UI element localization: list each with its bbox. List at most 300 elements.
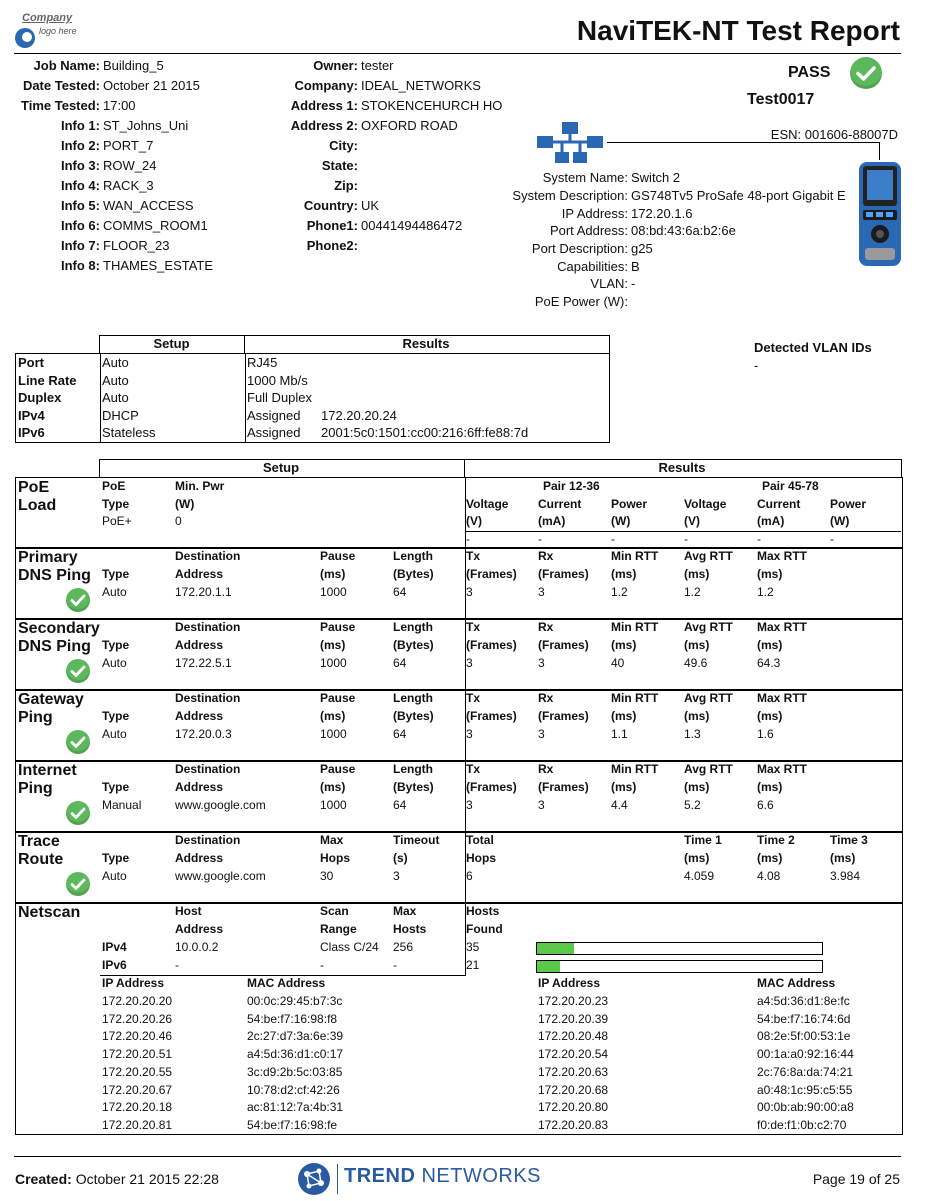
link-row-label: Line Rate xyxy=(18,372,77,388)
ping-rx: 3 xyxy=(538,656,545,670)
ping-h-len-2: (Bytes) xyxy=(393,567,434,581)
info-label: Info 3: xyxy=(61,158,100,174)
ping-h-avg-1: Avg RTT xyxy=(684,762,733,776)
tester-device-icon xyxy=(857,160,903,268)
info-row xyxy=(258,236,502,256)
poe-col-value: - xyxy=(830,532,834,546)
ping-name-1: Primary xyxy=(18,549,78,566)
info-row xyxy=(14,95,213,115)
host-ip-right: 172.20.20.83 xyxy=(538,1117,609,1132)
ping-h-max-1: Max RTT xyxy=(757,762,808,776)
trace-h-t3-ms: (ms) xyxy=(830,851,856,865)
ping-h-type: Type xyxy=(102,709,130,723)
link-row-label: IPv6 xyxy=(18,425,45,441)
ping-h-min-1: Min RTT xyxy=(611,620,659,634)
poe-col-h1: Power xyxy=(611,497,648,511)
info-value xyxy=(361,135,502,155)
ping-h-min-1: Min RTT xyxy=(611,691,659,705)
ping-h-dest-1: Destination xyxy=(175,762,241,776)
info-value: tester xyxy=(361,57,394,73)
info-label: Info 6: xyxy=(61,218,100,234)
netscan-h-mac-right: MAC Address xyxy=(757,976,836,990)
ping-name-2: Ping xyxy=(18,780,53,797)
ping-dest: 172.20.1.1 xyxy=(175,585,232,599)
host-mac-right: a4:5d:36:d1:8e:fc xyxy=(757,994,850,1008)
netscan-h-ip-left: IP Address xyxy=(102,976,165,990)
netscan-h-mac-left: MAC Address xyxy=(247,976,326,990)
ping-dest: www.google.com xyxy=(175,798,266,812)
footer-created xyxy=(15,1171,219,1188)
host-mac-left: 00:0c:29:45:b7:3c xyxy=(247,994,343,1008)
info-label: Time Tested: xyxy=(21,97,100,113)
info-value: IDEAL_NETWORKS xyxy=(361,77,481,93)
ping-avg: 5.2 xyxy=(684,798,701,812)
trace-dest: www.google.com xyxy=(175,869,266,883)
netscan-h-max2: Hosts xyxy=(393,922,427,936)
poe-minpwr: 0 xyxy=(175,514,182,528)
trace-h-t3: Time 3 xyxy=(830,833,868,847)
ping-h-tx-1: Tx xyxy=(466,549,481,563)
info-label: Address 1: xyxy=(290,97,358,113)
footer-created-label: Created: xyxy=(15,1171,72,1187)
ping-section xyxy=(15,618,903,691)
info-value: 00441494486472 xyxy=(361,218,463,234)
info-value: PORT_7 xyxy=(103,137,154,153)
info-row xyxy=(14,115,213,135)
ping-len: 64 xyxy=(393,656,407,670)
ping-name-2: Ping xyxy=(18,709,53,726)
trace-h-tot1: Total xyxy=(466,833,494,847)
info-label: Address 2: xyxy=(290,117,358,133)
ping-type: Auto xyxy=(102,656,127,670)
host-mac-left: 3c:d9:2b:5c:03:85 xyxy=(247,1064,343,1079)
link-row-extra: 2001:5c0:1501:cc00:216:6ff:fe88:7d xyxy=(321,425,529,441)
trace-section xyxy=(15,831,903,904)
info-row xyxy=(14,55,213,75)
host-mac-right: a0:48:1c:95:c5:55 xyxy=(757,1082,853,1097)
poe-col-value: - xyxy=(466,532,470,546)
link-row-setup: Auto xyxy=(102,355,129,370)
trace-name-1: Trace xyxy=(18,833,60,850)
info-row xyxy=(258,135,502,155)
ping-dest: 172.20.0.3 xyxy=(175,727,232,741)
ping-type: Auto xyxy=(102,727,127,741)
switch-label: Port Description: xyxy=(531,241,628,257)
info-label: Info 2: xyxy=(61,137,100,153)
netscan-max: - xyxy=(393,958,397,972)
ping-h-pause-1: Pause xyxy=(320,762,356,776)
ping-h-min-2: (ms) xyxy=(611,709,637,723)
switch-value: 172.20.1.6 xyxy=(631,205,693,221)
ping-h-avg-2: (ms) xyxy=(684,638,710,652)
ping-h-tx-1: Tx xyxy=(466,762,481,776)
netscan-found-bar-fill xyxy=(537,961,560,972)
poe-col-h2: (W) xyxy=(830,514,850,528)
netscan-max: 256 xyxy=(393,940,414,954)
ping-avg: 1.2 xyxy=(684,585,701,599)
ping-h-type: Type xyxy=(102,638,130,652)
info-label: Info 8: xyxy=(61,258,100,274)
info-row xyxy=(258,196,502,216)
host-ip-right: 172.20.20.80 xyxy=(538,1100,609,1115)
info-row xyxy=(14,236,213,256)
netscan-range: Class C/24 xyxy=(320,940,379,954)
trace-name-2: Route xyxy=(18,851,64,868)
ping-tx: 3 xyxy=(466,585,473,599)
info-label: Info 7: xyxy=(61,238,100,254)
trace-check-icon xyxy=(66,872,90,896)
ping-section xyxy=(15,760,903,833)
netscan-host: 10.0.0.2 xyxy=(175,940,219,954)
host-ip-right: 172.20.20.63 xyxy=(538,1064,609,1079)
ping-h-max-2: (ms) xyxy=(757,567,783,581)
link-row-setup: DHCP xyxy=(102,407,139,423)
info-label: State: xyxy=(321,158,358,174)
link-row-extra: 172.20.20.24 xyxy=(321,407,397,423)
poe-h-type: Type xyxy=(102,497,130,511)
info-label: Info 5: xyxy=(61,198,100,214)
trace-h-to2: (s) xyxy=(393,851,408,865)
info-value: THAMES_ESTATE xyxy=(103,258,214,274)
poe-col-value: - xyxy=(757,532,761,546)
link-row-setup: Auto xyxy=(102,372,129,388)
info-label: Phone1: xyxy=(306,218,358,234)
switch-row xyxy=(470,187,846,205)
main-results-title: Results xyxy=(658,460,706,475)
poe-col-value: - xyxy=(611,532,615,546)
report-title: NaviTEK-NT Test Report xyxy=(576,15,900,46)
info-label: Owner: xyxy=(313,57,358,73)
ping-h-len-1: Length xyxy=(393,691,433,705)
host-ip-left: 172.20.20.26 xyxy=(102,1011,173,1026)
trace-timeout: 3 xyxy=(393,869,400,883)
switch-row xyxy=(470,275,846,293)
info-left-block xyxy=(14,55,213,276)
link-col-divider-2 xyxy=(245,354,246,442)
ping-name-1: Secondary xyxy=(18,620,100,637)
ping-len: 64 xyxy=(393,727,407,741)
ping-min: 4.4 xyxy=(611,798,628,812)
ping-h-pause-2: (ms) xyxy=(320,780,346,794)
info-value: Building_5 xyxy=(103,57,164,73)
netscan-h-host2: Address xyxy=(175,922,224,936)
poe-col-h2: (W) xyxy=(611,514,631,528)
switch-row xyxy=(470,222,846,240)
info-row xyxy=(258,115,502,135)
switch-value: 08:bd:43:6a:b2:6e xyxy=(631,223,736,239)
host-ip-left: 172.20.20.46 xyxy=(102,1029,173,1044)
ping-h-min-2: (ms) xyxy=(611,567,637,581)
trace-t1: 4.059 xyxy=(684,869,715,883)
netscan-range: - xyxy=(320,958,324,972)
connector-drop xyxy=(879,142,880,160)
info-row xyxy=(258,95,502,115)
link-row-label: Port xyxy=(18,355,44,370)
info-value: UK xyxy=(361,198,380,214)
info-row xyxy=(14,75,213,95)
ping-h-max-2: (ms) xyxy=(757,638,783,652)
esn: ESN: 001606-88007D xyxy=(770,127,898,142)
ping-name-2: DNS Ping xyxy=(18,567,91,584)
ping-h-max-1: Max RTT xyxy=(757,549,808,563)
poe-col-h1: Current xyxy=(538,497,582,511)
trace-t2: 4.08 xyxy=(757,869,781,883)
netscan-h-max1: Max xyxy=(393,904,417,918)
info-row xyxy=(258,176,502,196)
netscan-section xyxy=(15,902,903,1135)
ping-h-pause-1: Pause xyxy=(320,691,356,705)
ping-h-avg-2: (ms) xyxy=(684,709,710,723)
switch-value: Switch 2 xyxy=(631,170,681,186)
switch-row xyxy=(470,169,846,187)
switch-value: GS748Tv5 ProSafe 48-port Gigabit E xyxy=(631,188,846,204)
ping-h-avg-1: Avg RTT xyxy=(684,620,733,634)
ping-h-len-1: Length xyxy=(393,549,433,563)
poe-pair2: Pair 45-78 xyxy=(762,479,819,493)
switch-value: B xyxy=(631,258,640,274)
host-mac-right: 00:0b:ab:90:00:a8 xyxy=(757,1100,854,1115)
network-switch-icon xyxy=(535,120,607,166)
trace-h-type: Type xyxy=(102,851,130,865)
ping-min: 1.2 xyxy=(611,585,628,599)
info-row xyxy=(14,256,213,276)
ping-h-tx-1: Tx xyxy=(466,620,481,634)
host-mac-right: 00:1a:a0:92:16:44 xyxy=(757,1047,854,1062)
link-row-result: Assigned xyxy=(247,407,301,423)
link-row-label: IPv4 xyxy=(18,407,45,423)
info-value: ST_Johns_Uni xyxy=(103,117,189,133)
vlan-title: Detected VLAN IDs xyxy=(754,340,872,355)
ping-rx: 3 xyxy=(538,727,545,741)
netscan-h-found2: Found xyxy=(466,922,503,936)
switch-info-block xyxy=(470,169,846,311)
host-ip-left: 172.20.20.51 xyxy=(102,1047,173,1062)
ping-h-tx-2: (Frames) xyxy=(466,638,517,652)
ping-h-dest-2: Address xyxy=(175,567,224,581)
ping-h-pause-2: (ms) xyxy=(320,709,346,723)
info-value: OXFORD ROAD xyxy=(361,117,458,133)
ping-h-min-2: (ms) xyxy=(611,638,637,652)
ping-h-avg-2: (ms) xyxy=(684,780,710,794)
host-mac-right: f0:de:f1:0b:c2:70 xyxy=(757,1117,847,1132)
ping-tx: 3 xyxy=(466,656,473,670)
link-results-title: Results xyxy=(402,336,450,351)
ping-h-avg-2: (ms) xyxy=(684,567,710,581)
info-row xyxy=(14,216,213,236)
poe-col-value: - xyxy=(538,532,542,546)
ping-h-rx-1: Rx xyxy=(538,620,554,634)
ping-h-dest-1: Destination xyxy=(175,549,241,563)
ping-h-max-2: (ms) xyxy=(757,709,783,723)
link-row-result: Full Duplex xyxy=(247,390,313,406)
info-value: FLOOR_23 xyxy=(103,238,170,254)
poe-col-h1: Voltage xyxy=(684,497,727,511)
info-value: 17:00 xyxy=(103,97,136,113)
info-value: STOKENCEHURCH HO xyxy=(361,97,503,113)
info-label: Country: xyxy=(303,198,358,214)
ping-h-pause-1: Pause xyxy=(320,620,356,634)
ping-h-len-2: (Bytes) xyxy=(393,638,434,652)
poe-col-h1: Current xyxy=(757,497,801,511)
ping-max: 1.6 xyxy=(757,727,774,741)
switch-row xyxy=(470,293,846,311)
ping-h-pause-1: Pause xyxy=(320,549,356,563)
host-ip-left: 172.20.20.18 xyxy=(102,1100,173,1115)
host-mac-left: 54:be:f7:16:98:f8 xyxy=(247,1011,338,1026)
pass-check-icon xyxy=(850,57,882,89)
company-logo xyxy=(14,12,84,50)
netscan-h-scan2: Range xyxy=(320,922,357,936)
ping-h-rx-2: (Frames) xyxy=(538,709,589,723)
netscan-found-bar xyxy=(536,942,823,955)
switch-label: IP Address: xyxy=(561,205,628,221)
switch-label: System Name: xyxy=(542,170,628,186)
host-ip-left: 172.20.20.55 xyxy=(102,1064,173,1079)
link-table-box xyxy=(15,353,610,443)
info-row xyxy=(14,135,213,155)
info-value: COMMS_ROOM1 xyxy=(103,218,208,234)
trace-max: 30 xyxy=(320,869,334,883)
poe-h-minpwr: Min. Pwr xyxy=(175,479,225,493)
switch-label: PoE Power (W): xyxy=(534,294,628,310)
info-label: Info 4: xyxy=(61,178,100,194)
logo-line1: Company xyxy=(22,12,73,24)
logo-line2: logo here xyxy=(39,26,77,36)
ping-min: 40 xyxy=(611,656,625,670)
switch-value: g25 xyxy=(631,241,653,257)
trace-h-t2-ms: (ms) xyxy=(757,851,783,865)
ping-pause: 1000 xyxy=(320,798,347,812)
info-row xyxy=(14,176,213,196)
host-mac-left: 10:78:d2:cf:42:26 xyxy=(247,1082,340,1097)
switch-value: - xyxy=(631,276,636,292)
ping-pause: 1000 xyxy=(320,656,347,670)
ping-check-icon xyxy=(66,659,90,683)
ping-h-avg-1: Avg RTT xyxy=(684,691,733,705)
ping-pause: 1000 xyxy=(320,727,347,741)
ping-h-len-1: Length xyxy=(393,620,433,634)
host-ip-right: 172.20.20.39 xyxy=(538,1011,609,1026)
ping-max: 6.6 xyxy=(757,798,774,812)
logo-arc-icon xyxy=(22,32,32,42)
footer-rule xyxy=(14,1156,901,1157)
trace-h-max2: Hops xyxy=(320,851,350,865)
poe-col-h2: (mA) xyxy=(757,514,785,528)
ping-h-dest-2: Address xyxy=(175,709,224,723)
ping-name-1: Gateway xyxy=(18,691,84,708)
poe-name-2: Load xyxy=(18,497,57,514)
trace-h-dest2: Address xyxy=(175,851,224,865)
ping-section xyxy=(15,689,903,762)
host-ip-right: 172.20.20.68 xyxy=(538,1082,609,1097)
info-label: Company: xyxy=(294,77,358,93)
switch-label: Capabilities: xyxy=(557,258,628,274)
ping-tx: 3 xyxy=(466,798,473,812)
host-ip-left: 172.20.20.81 xyxy=(102,1117,173,1132)
host-mac-left: a4:5d:36:d1:c0:17 xyxy=(247,1047,344,1062)
info-value: RACK_3 xyxy=(103,178,154,194)
ping-h-avg-1: Avg RTT xyxy=(684,549,733,563)
ping-h-rx-1: Rx xyxy=(538,549,554,563)
footer-page: Page 19 of 25 xyxy=(812,1171,900,1187)
netscan-row-label: IPv4 xyxy=(102,940,127,954)
ping-h-rx-1: Rx xyxy=(538,691,554,705)
ping-h-type: Type xyxy=(102,567,130,581)
ping-h-rx-2: (Frames) xyxy=(538,780,589,794)
ping-h-min-1: Min RTT xyxy=(611,762,659,776)
ping-h-dest-1: Destination xyxy=(175,691,241,705)
poe-col-h2: (V) xyxy=(466,514,482,528)
netscan-h-found1: Hosts xyxy=(466,904,500,918)
netscan-found: 35 xyxy=(466,940,480,954)
ping-h-pause-2: (ms) xyxy=(320,567,346,581)
info-label: Phone2: xyxy=(306,238,358,254)
poe-type: PoE+ xyxy=(102,514,132,528)
pass-status: PASS xyxy=(788,64,831,81)
netscan-host: - xyxy=(175,958,179,972)
netscan-found-bar-fill xyxy=(537,943,574,954)
netscan-found-bar xyxy=(536,960,823,973)
switch-label: Port Address: xyxy=(549,223,628,239)
ping-h-dest-2: Address xyxy=(175,638,224,652)
ping-rx: 3 xyxy=(538,798,545,812)
info-label: Date Tested: xyxy=(22,77,100,93)
ping-check-icon xyxy=(66,801,90,825)
info-value: ROW_24 xyxy=(103,158,157,174)
switch-label: VLAN: xyxy=(590,276,628,292)
trace-total: 6 xyxy=(466,869,473,883)
trend-logo-divider xyxy=(337,1164,338,1194)
poe-h-poe: PoE xyxy=(102,479,126,493)
host-mac-right: 2c:76:8a:da:74:21 xyxy=(757,1064,854,1079)
ping-name-1: Internet xyxy=(18,762,77,779)
link-setup-title: Setup xyxy=(153,336,190,351)
poe-section xyxy=(15,477,903,549)
info-mid-block xyxy=(258,55,502,256)
trace-h-tot2: Hops xyxy=(466,851,496,865)
host-mac-right: 08:2e:5f:00:53:1e xyxy=(757,1029,851,1044)
poe-col-h1: Voltage xyxy=(466,497,509,511)
poe-h-w: (W) xyxy=(175,497,195,511)
poe-col-h2: (mA) xyxy=(538,514,566,528)
host-ip-right: 172.20.20.48 xyxy=(538,1029,609,1044)
switch-row xyxy=(470,257,846,275)
host-mac-left: 2c:27:d7:3a:6e:39 xyxy=(247,1029,344,1044)
info-row xyxy=(14,155,213,175)
poe-name-1: PoE xyxy=(18,479,50,496)
test-id: Test0017 xyxy=(747,91,815,108)
trace-type: Auto xyxy=(102,869,127,883)
switch-value xyxy=(631,293,846,311)
trend-brand-bold: TREND xyxy=(344,1165,416,1187)
ping-len: 64 xyxy=(393,585,407,599)
trace-h-t2: Time 2 xyxy=(757,833,795,847)
ping-rx: 3 xyxy=(538,585,545,599)
main-setup-title: Setup xyxy=(262,460,300,475)
ping-h-len-1: Length xyxy=(393,762,433,776)
header-rule xyxy=(14,53,901,54)
host-ip-right: 172.20.20.54 xyxy=(538,1047,609,1062)
link-row-result: RJ45 xyxy=(247,355,278,370)
ping-h-pause-2: (ms) xyxy=(320,638,346,652)
netscan-row-label: IPv6 xyxy=(102,958,127,972)
netscan-h-ip-right: IP Address xyxy=(538,976,601,990)
info-value: October 21 2015 xyxy=(103,77,200,93)
link-row-setup: Auto xyxy=(102,390,129,406)
switch-row xyxy=(470,240,846,258)
link-row-setup: Stateless xyxy=(102,425,156,441)
info-value: WAN_ACCESS xyxy=(103,198,194,214)
